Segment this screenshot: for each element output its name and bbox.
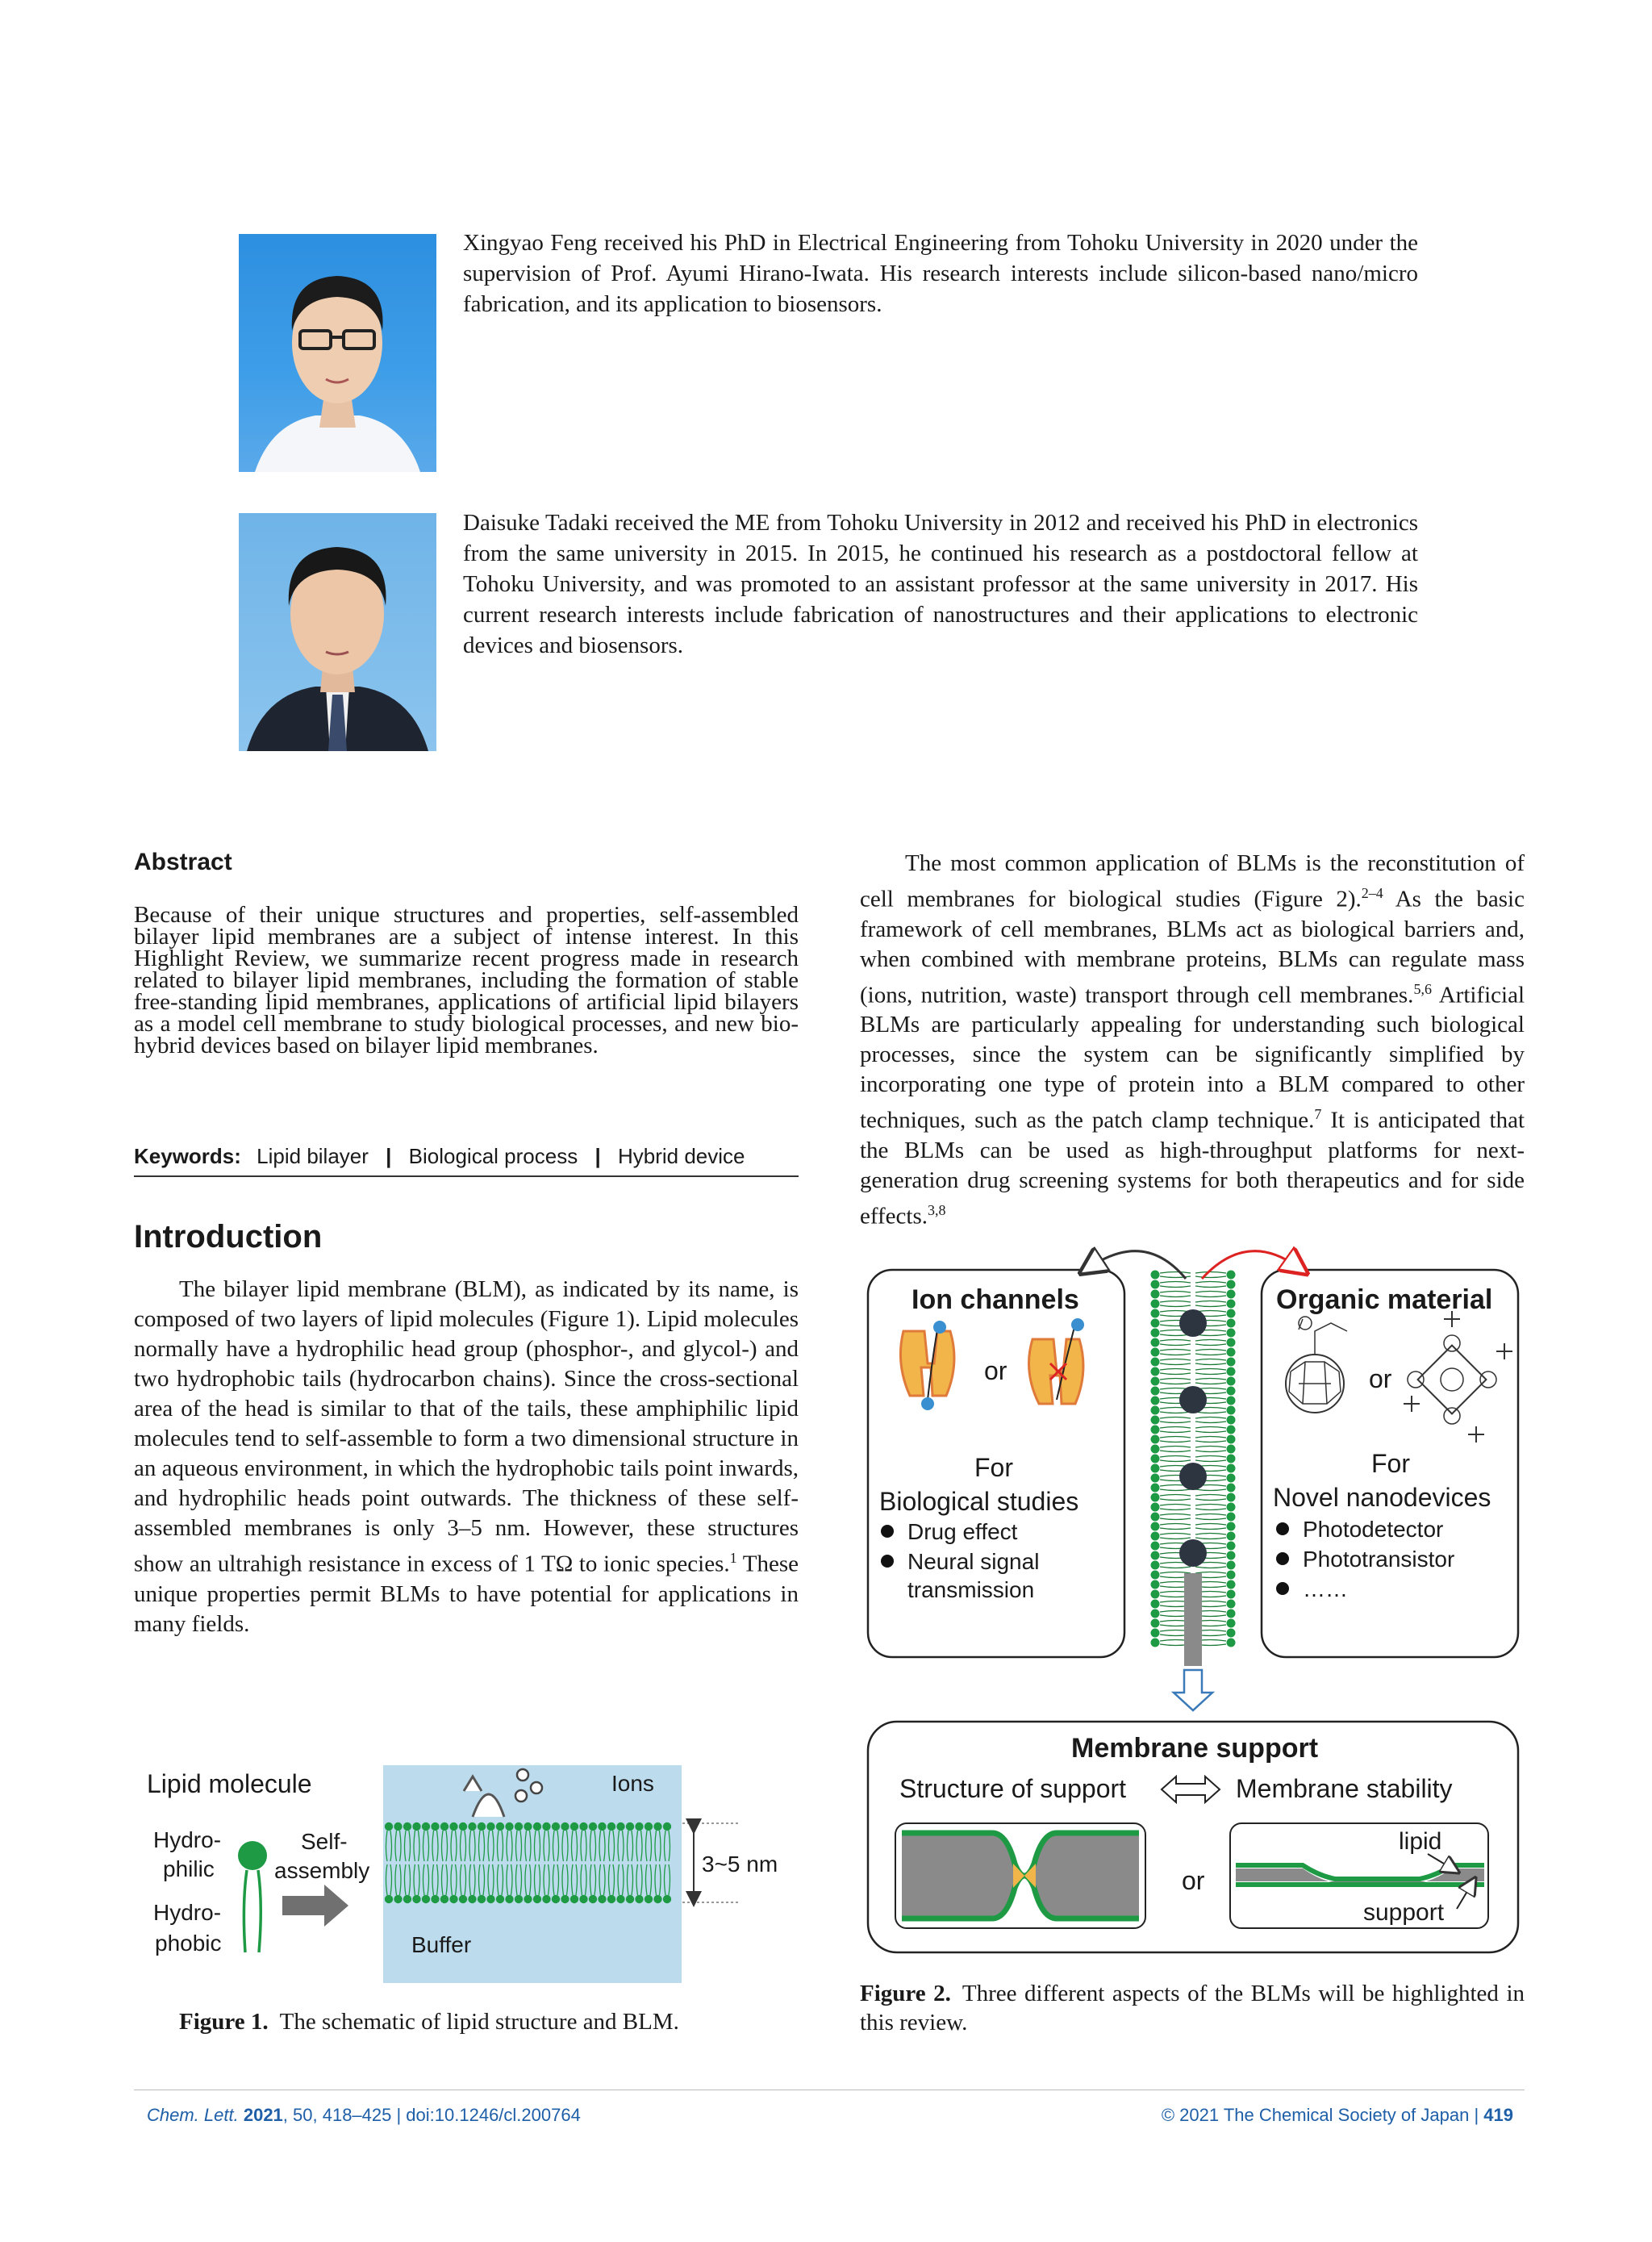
lipid-head [1151, 1338, 1160, 1347]
lipid-head [561, 1822, 569, 1831]
lipid-head [1227, 1329, 1236, 1338]
reference-superscript: 3,8 [928, 1201, 946, 1218]
for-label-2: For [1371, 1449, 1410, 1478]
lipid-head [1151, 1387, 1160, 1396]
lipid-head [1151, 1493, 1160, 1502]
lipid-head [653, 1822, 661, 1831]
bullet-icon [881, 1525, 894, 1538]
transmission-label: transmission [907, 1577, 1035, 1602]
lipid-head [422, 1822, 430, 1831]
lipid-head [1151, 1590, 1160, 1599]
lipid-head [1151, 1464, 1160, 1473]
lipid-head [385, 1822, 393, 1831]
lipid-head [1227, 1503, 1236, 1512]
lipid-head [459, 1895, 467, 1903]
or-label-3: or [1182, 1866, 1205, 1895]
lipid-head [589, 1895, 597, 1903]
lipid-tail [1160, 1514, 1191, 1520]
lipid-head [1227, 1348, 1236, 1357]
lipid-head [1227, 1474, 1236, 1483]
lipid-head [645, 1822, 653, 1831]
membrane-stability-label: Membrane stability [1236, 1774, 1453, 1803]
lipid-tail [1160, 1534, 1191, 1539]
lipid-head [403, 1895, 411, 1903]
lipid-head [468, 1822, 476, 1831]
lipid-head [1227, 1271, 1236, 1280]
lipid-head [589, 1822, 597, 1831]
lipid-head [607, 1895, 615, 1903]
lipid-head [1227, 1580, 1236, 1589]
lipid-head [1151, 1629, 1160, 1638]
lipid-tail [1160, 1505, 1191, 1510]
bullet-icon [1276, 1552, 1289, 1565]
lipid-head [1227, 1522, 1236, 1531]
keyword-separator: | [594, 1144, 601, 1168]
lipid-head [579, 1822, 587, 1831]
lipid-head [561, 1895, 569, 1903]
lipid-tail [1195, 1437, 1226, 1442]
lipid-head [1151, 1377, 1160, 1386]
reference-superscript: 7 [1314, 1106, 1322, 1123]
portrait-icon [239, 234, 436, 472]
lipid-head [1227, 1639, 1236, 1647]
figure-1-caption-label: Figure 1. [179, 2009, 269, 2035]
ellipsis-label: …… [1303, 1576, 1348, 1601]
keywords-label: Keywords: [134, 1144, 241, 1168]
lipid-head [1227, 1358, 1236, 1367]
ion-channels-title: Ion channels [912, 1284, 1079, 1315]
ions-label: Ions [611, 1771, 654, 1796]
lipid-tail [1160, 1350, 1191, 1355]
lipid-head [552, 1822, 560, 1831]
ion-circle-icon [531, 1782, 542, 1793]
lipid-head [1227, 1300, 1236, 1309]
lipid-head [1227, 1338, 1236, 1347]
figure-2-caption [860, 1979, 1525, 2037]
lipid-head [1151, 1474, 1160, 1483]
lipid-head [1227, 1542, 1236, 1551]
lipid-molecule-label: Lipid molecule [147, 1769, 312, 1798]
lipid-tail [1160, 1301, 1191, 1307]
lipid-tail [1195, 1427, 1226, 1433]
lipid-head [1227, 1609, 1236, 1618]
lipid-head [1151, 1455, 1160, 1463]
lipid-head [515, 1822, 523, 1831]
keyword-item: Hybrid device [617, 1144, 745, 1168]
lipid-head [505, 1895, 513, 1903]
lipid-head [1151, 1367, 1160, 1376]
keyword-separator: | [386, 1144, 392, 1168]
lipid-tail [1160, 1282, 1191, 1288]
lipid-head [496, 1822, 504, 1831]
bullet-icon [881, 1555, 894, 1568]
novel-nanodevices-label: Novel nanodevices [1273, 1483, 1491, 1512]
lipid-head [570, 1822, 578, 1831]
hydrophobic-label-2: phobic [155, 1931, 222, 1956]
portrait-icon [239, 513, 436, 751]
lipid-tail [1195, 1417, 1226, 1423]
for-label-1: For [974, 1453, 1013, 1482]
drug-effect-label: Drug effect [907, 1519, 1018, 1544]
lipid-head [486, 1895, 494, 1903]
lipid-head [1227, 1309, 1236, 1318]
lipid-head [598, 1822, 606, 1831]
lipid-head [1227, 1551, 1236, 1560]
lipid-head [579, 1895, 587, 1903]
lipid-head [1151, 1580, 1160, 1589]
lipid-tail [1195, 1301, 1226, 1307]
lipid-head [394, 1822, 402, 1831]
lipid-tail [1160, 1369, 1191, 1375]
aperture-support-icon [895, 1823, 1145, 1928]
hydrophobic-label-1: Hydro- [153, 1900, 222, 1925]
lipid-head [505, 1822, 513, 1831]
lipid-head [1151, 1358, 1160, 1367]
lipid-head [1151, 1416, 1160, 1425]
page-number: 419 [1483, 2105, 1513, 2125]
lipid-head [542, 1895, 550, 1903]
lipid-tail [1195, 1282, 1226, 1288]
lipid-head [468, 1895, 476, 1903]
lipid-head [1227, 1484, 1236, 1493]
lipid-tail [1195, 1495, 1226, 1501]
photodetector-label: Photodetector [1303, 1517, 1444, 1542]
lipid-tail [1195, 1456, 1226, 1462]
introduction-paragraph: The bilayer lipid membrane (BLM), as indicated by its name, is composed of two layers of lipid molecules (Figure 1). Lipid molecules normally have a hydrophilic head group (phosphor-, and glycol-) and two hydrophobic tails (hydrocarbon chains). Since the cross-sectional area of the head is similar to that of the tails, these amphiphilic lipid molecules tend to self-assemble to form a two dimensional structure in an aqueous environment, in which the hydrophobic tails point inwards, and hydrophilic heads point outwards. The thickness of these self-assembled membranes is only 3–5 nm. However, these structures show an ultrahigh resistance in excess of 1 TΩ to ionic species.$^1$ These unique properties permit BLMs to have potential for applications in many fields. [134, 1276, 799, 1637]
lipid-head [653, 1895, 661, 1903]
lipid-label: lipid [1399, 1828, 1442, 1855]
lipid-head [598, 1895, 606, 1903]
figure-1-diagram [137, 1751, 799, 1993]
biological-studies-label: Biological studies [879, 1487, 1079, 1516]
journal-year: 2021 [243, 2105, 283, 2125]
lipid-tail [1195, 1514, 1226, 1520]
lipid-molecule-icon [238, 1841, 267, 1952]
abstract-heading: Abstract [134, 849, 232, 875]
lipid-head [1227, 1280, 1236, 1289]
hydrophilic-label-2: philic [163, 1856, 215, 1881]
lipid-head [478, 1895, 486, 1903]
lipid-tail [1160, 1456, 1191, 1462]
lipid-head [1151, 1426, 1160, 1434]
lipid-tail [1160, 1340, 1191, 1346]
or-label-2: or [1369, 1364, 1392, 1393]
lipid-head [524, 1895, 532, 1903]
author-photo-tadaki [239, 513, 436, 751]
lipid-head [1151, 1619, 1160, 1628]
lipid-head [1151, 1271, 1160, 1280]
lipid-head [440, 1895, 448, 1903]
lipid-head-row-bottom [385, 1895, 671, 1903]
lipid-head [1227, 1387, 1236, 1396]
lipid-head [1151, 1329, 1160, 1338]
organic-material-title: Organic material [1276, 1284, 1493, 1315]
bullet-icon [1276, 1522, 1289, 1535]
lipid-head [1227, 1493, 1236, 1502]
lipid-head [552, 1895, 560, 1903]
lipid-head [524, 1822, 532, 1831]
lipid-head [1227, 1416, 1236, 1425]
down-arrow-icon [1174, 1670, 1212, 1710]
lipid-head [1151, 1484, 1160, 1493]
figure-1-caption-text: The schematic of lipid structure and BLM. [279, 2009, 679, 2035]
lipid-tail [1160, 1379, 1191, 1384]
lipid-head [1227, 1377, 1236, 1386]
lipid-head [478, 1822, 486, 1831]
lipid-head [1151, 1445, 1160, 1454]
keywords-line [134, 1144, 799, 1177]
keyword-item: Biological process [408, 1144, 578, 1168]
lipid-tail [1195, 1524, 1226, 1530]
ion-circle-icon [515, 1790, 527, 1802]
lipid-head [515, 1895, 523, 1903]
lipid-head [412, 1822, 420, 1831]
lipid-head [1227, 1532, 1236, 1541]
lipid-head [1227, 1629, 1236, 1638]
lipid-head [1151, 1503, 1160, 1512]
lipid-tail [1195, 1359, 1226, 1365]
lipid-tail [1195, 1505, 1226, 1510]
lipid-head [496, 1895, 504, 1903]
lipid-head [1227, 1426, 1236, 1434]
lipid-head [394, 1895, 402, 1903]
lipid-head [626, 1822, 634, 1831]
lipid-head [1227, 1406, 1236, 1415]
lipid-head [1227, 1619, 1236, 1628]
lipid-head [1151, 1397, 1160, 1405]
self-assembly-arrow-icon [282, 1885, 348, 1927]
lipid-head [403, 1822, 411, 1831]
lipid-tail [1195, 1369, 1226, 1375]
figure-1-caption [179, 2007, 679, 2036]
lipid-tail [1160, 1272, 1191, 1278]
lipid-head [1227, 1590, 1236, 1599]
structure-of-support-label: Structure of support [899, 1774, 1127, 1803]
lipid-head [1227, 1319, 1236, 1328]
support-pillar [1184, 1573, 1202, 1666]
lipid-head [1227, 1397, 1236, 1405]
lipid-tail [1160, 1417, 1191, 1423]
support-label: support [1363, 1899, 1445, 1926]
lipid-head [1151, 1435, 1160, 1444]
lipid-head [1151, 1319, 1160, 1328]
lipid-head [385, 1895, 393, 1903]
lipid-tail [1160, 1437, 1191, 1442]
lipid-head [1151, 1561, 1160, 1570]
lipid-head [1151, 1300, 1160, 1309]
lipid-head [570, 1895, 578, 1903]
figure-2-diagram [863, 1234, 1525, 1969]
introduction-body [134, 1275, 799, 1639]
lipid-head [1227, 1367, 1236, 1376]
lipid-head [486, 1822, 494, 1831]
lipid-head [1151, 1571, 1160, 1580]
lipid-head [1227, 1455, 1236, 1463]
lipid-tail [1160, 1524, 1191, 1530]
hydrophilic-label-1: Hydro- [153, 1827, 222, 1852]
lipid-head [626, 1895, 634, 1903]
figure-2-caption-text: Three different aspects of the BLMs will be highlighted in this review. [860, 1981, 1525, 2035]
lipid-head [607, 1822, 615, 1831]
keyword-item: Lipid bilayer [257, 1144, 369, 1168]
lipid-tail [1195, 1379, 1226, 1384]
author-photo-feng [239, 234, 436, 472]
lipid-head [431, 1895, 439, 1903]
abstract-body: Because of their unique structures and properties, self-assembled bilayer lipid membranes are a subject of intense interest. In this Highlight Review, we summarize recent progress made in research related to bilayer lipid membranes, including the formation of stable free-standing lipid membranes, applications of artificial lipid bilayers as a model cell membrane to study biological processes, and new bio-hybrid devices based on bilayer lipid membranes. [134, 902, 799, 1058]
bullet-icon [1276, 1582, 1289, 1595]
lipid-head [616, 1822, 624, 1831]
lipid-tail [1195, 1272, 1226, 1278]
lipid-head [1151, 1513, 1160, 1522]
reference-superscript: 5,6 [1413, 980, 1432, 997]
reference-superscript: 1 [729, 1550, 737, 1566]
neural-signal-label: Neural signal [907, 1549, 1040, 1574]
lipid-head [663, 1895, 671, 1903]
lipid-head [1151, 1406, 1160, 1415]
lipid-head [1151, 1609, 1160, 1618]
lipid-head [1151, 1280, 1160, 1289]
planar-support-icon [1230, 1823, 1488, 1928]
lipid-head [1151, 1532, 1160, 1541]
thickness-label: 3~5 nm [702, 1852, 778, 1877]
lipid-head [1227, 1290, 1236, 1299]
footer-copyright [1162, 2105, 1513, 2126]
lipid-head [1151, 1348, 1160, 1357]
self-assembly-label-2: assembly [274, 1858, 370, 1883]
lipid-head [1227, 1571, 1236, 1580]
lipid-head-row-top [385, 1822, 671, 1831]
or-label-1: or [984, 1356, 1007, 1385]
lipid-head [1227, 1561, 1236, 1570]
right-column-body [860, 849, 1525, 1232]
lipid-head [1227, 1464, 1236, 1473]
lipid-head [449, 1822, 457, 1831]
lipid-tail [1195, 1534, 1226, 1539]
lipid-tail [1160, 1495, 1191, 1501]
lipid-head [1151, 1290, 1160, 1299]
incorporated-spheres [1179, 1309, 1207, 1567]
lipid-tail [1195, 1350, 1226, 1355]
buffer-label: Buffer [411, 1932, 472, 1957]
author-bio-feng: Xingyao Feng received his PhD in Electrical Engineering from Tohoku University in 2020 under the supervision of Prof. Ayumi Hirano-Iwata. His research interests include silicon-based nano/micro fabrication, and its application to biosensors. [463, 230, 1418, 317]
lipid-head [449, 1895, 457, 1903]
lipid-head [422, 1895, 430, 1903]
lipid-tail [1195, 1292, 1226, 1297]
lipid-head [459, 1822, 467, 1831]
lipid-head [1151, 1309, 1160, 1318]
lipid-tail [1160, 1359, 1191, 1365]
lipid-head [645, 1895, 653, 1903]
lipid-head [440, 1822, 448, 1831]
reference-superscript: 2–4 [1361, 885, 1383, 901]
lipid-head [533, 1822, 541, 1831]
lipid-head [533, 1895, 541, 1903]
footer-citation [147, 2105, 581, 2126]
introduction-heading: Introduction [134, 1219, 323, 1255]
lipid-tail [1160, 1427, 1191, 1433]
lipid-head [663, 1822, 671, 1831]
lipid-tail [1195, 1447, 1226, 1452]
lipid-head [1151, 1542, 1160, 1551]
lipid-head [616, 1895, 624, 1903]
lipid-head [412, 1895, 420, 1903]
lipid-head [542, 1822, 550, 1831]
lipid-head [431, 1822, 439, 1831]
lipid-head [1151, 1551, 1160, 1560]
self-assembly-label-1: Self- [301, 1829, 348, 1854]
lipid-tail [1195, 1340, 1226, 1346]
lipid-tail [1160, 1447, 1191, 1452]
phototransistor-label: Phototransistor [1303, 1547, 1455, 1572]
lipid-head [1151, 1600, 1160, 1609]
lipid-head [635, 1822, 643, 1831]
lipid-head [1227, 1445, 1236, 1454]
ion-circle-icon [517, 1769, 528, 1781]
membrane-support-title: Membrane support [1071, 1733, 1319, 1764]
figure-2-caption-label: Figure 2. [860, 1981, 951, 2006]
copyright-text: © 2021 The Chemical Society of Japan | [1161, 2105, 1479, 2125]
lipid-head [1151, 1639, 1160, 1647]
journal-name: Chem. Lett. [147, 2105, 239, 2125]
lipid-head [1151, 1522, 1160, 1531]
author-bio-tadaki: Daisuke Tadaki received the ME from Tohoku University in 2012 and received his PhD in electronics from the same university in 2015. In 2015, he continued his research as a postdoctoral fellow at Tohoku University, and was promoted to an assistant professor at the same university in 2017. His current research interests include fabrication of nanostructures and their applications to electronic devices and biosensors. [463, 510, 1418, 658]
lipid-head [1227, 1600, 1236, 1609]
lipid-tail [1160, 1292, 1191, 1297]
citation-details: , 50, 418–425 | doi:10.1246/cl.200764 [282, 2105, 581, 2125]
lipid-head [1227, 1513, 1236, 1522]
right-column-paragraph: The most common application of BLMs is the reconstitution of cell membranes for biological studies (Figure 2).$^{2-4}$ As the basic framework of cell membranes, BLMs act as biological barriers and, when combined with membrane proteins, BLMs can regulate mass (ions, nutrition, waste) transport through cell membranes.$^{5,6}$ Artificial BLMs are particularly appealing for understanding such biological processes, since the system can be significantly simplified by incorporating one type of protein into a BLM compared to other techniques, such as the patch clamp technique.$^7$ It is anticipated that the BLMs can be used as high-throughput platforms for next-generation drug screening systems for both therapeutics and for side effects.$^{3,8}$ [860, 850, 1525, 1230]
lipid-head [1227, 1435, 1236, 1444]
lipid-head [635, 1895, 643, 1903]
